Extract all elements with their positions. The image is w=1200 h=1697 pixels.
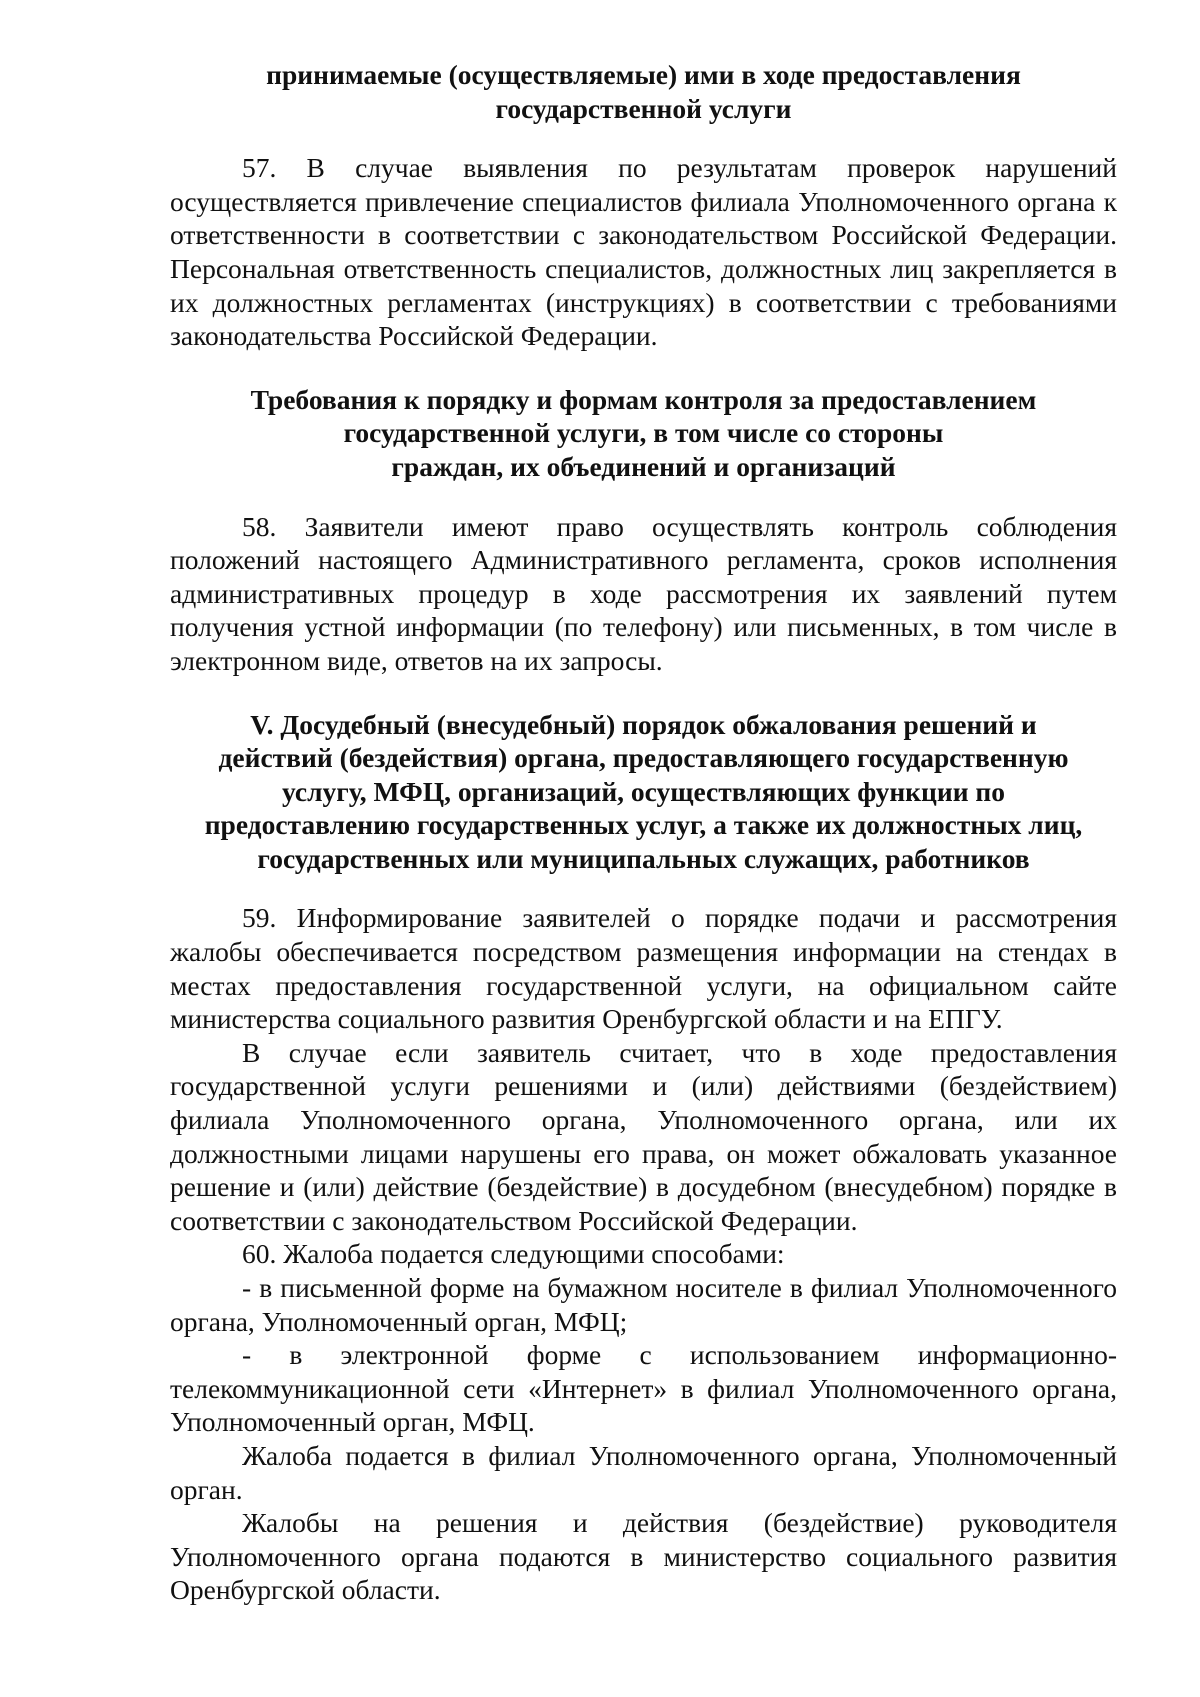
paragraph-60-head-complaints: Жалобы на решения и действия (бездействие) руководителя Уполномоченного органа подаются в министерство социального развития Оренбургской области.: [170, 1507, 1117, 1606]
paragraph-60-item-electronic: - в электронной форме с использованием информационно-телекоммуникационной сети «Интернет» в филиал Уполномоченного органа, Уполномоченный орган, МФЦ.: [170, 1339, 1117, 1438]
section-heading-control: [170, 383, 1117, 484]
document-page: [170, 58, 1117, 1607]
paragraph-58: 58. Заявители имеют право осуществлять контроль соблюдения положений настоящего Административного регламента, сроков исполнения административных процедур в ходе рассмотрения их заявлений путем получения устной информации (по телефону) или письменных, в том числе в электронном виде, ответов на их запросы.: [170, 510, 1117, 676]
paragraph-60: 60. Жалоба подается следующими способами:: [242, 1238, 785, 1270]
heading-line: Требования к порядку и формам контроля за предоставлением: [250, 383, 1037, 415]
heading-line: V. Досудебный (внесудебный) порядок обжалования решений и: [250, 708, 1037, 740]
heading-line: действий (бездействия) органа, предоставляющего государственную: [218, 742, 1069, 774]
heading-line: принимаемые (осуществляемые) ими в ходе предоставления: [266, 59, 1021, 90]
heading-line: государственной услуги: [495, 92, 792, 124]
heading-line: государственной услуги, в том числе со стороны: [343, 417, 944, 449]
paragraph-59-continued: В случае если заявитель считает, что в ходе предоставления государственной услуги решениями и (или) действиями (бездействием) филиала Уполномоченного органа, Уполномоченного органа, или их должностными лицами нарушены его права, он может обжаловать указанное решение и (или) действие (бездействие) в досудебном (внесудебном) порядке в соответствии с законодательством Российской Федерации.: [170, 1036, 1117, 1236]
heading-line: граждан, их объединений и организаций: [391, 450, 896, 482]
section-heading-v: [170, 708, 1117, 876]
section-heading-top: [170, 58, 1117, 125]
paragraph-60-filing: Жалоба подается в филиал Уполномоченного органа, Уполномоченный орган.: [170, 1439, 1117, 1505]
paragraph-59: 59. Информирование заявителей о порядке подачи и рассмотрения жалобы обеспечивается посредством размещения информации на стендах в местах предоставления государственной услуги, на официальном сайте министерства социального развития Оренбургской области и на ЕПГУ.: [170, 902, 1117, 1035]
paragraph-57: 57. В случае выявления по результатам проверок нарушений осуществляется привлечение специалистов филиала Уполномоченного органа к ответственности в соответствии с законодательством Российской Федерации. Персональная ответственность специалистов, должностных лиц закрепляется в их должностных регламентах (инструкциях) в соответствии с требованиями законодательства Российской Федерации.: [170, 152, 1117, 352]
heading-line: государственных или муниципальных служащих, работников: [257, 842, 1030, 874]
heading-line: услугу, МФЦ, организаций, осуществляющих функции по: [281, 775, 1006, 807]
heading-line: предоставлению государственных услуг, а также их должностных лиц,: [204, 809, 1083, 841]
paragraph-60-item-paper: - в письменной форме на бумажном носителе в филиал Уполномоченного органа, Уполномоченный орган, МФЦ;: [170, 1272, 1117, 1337]
